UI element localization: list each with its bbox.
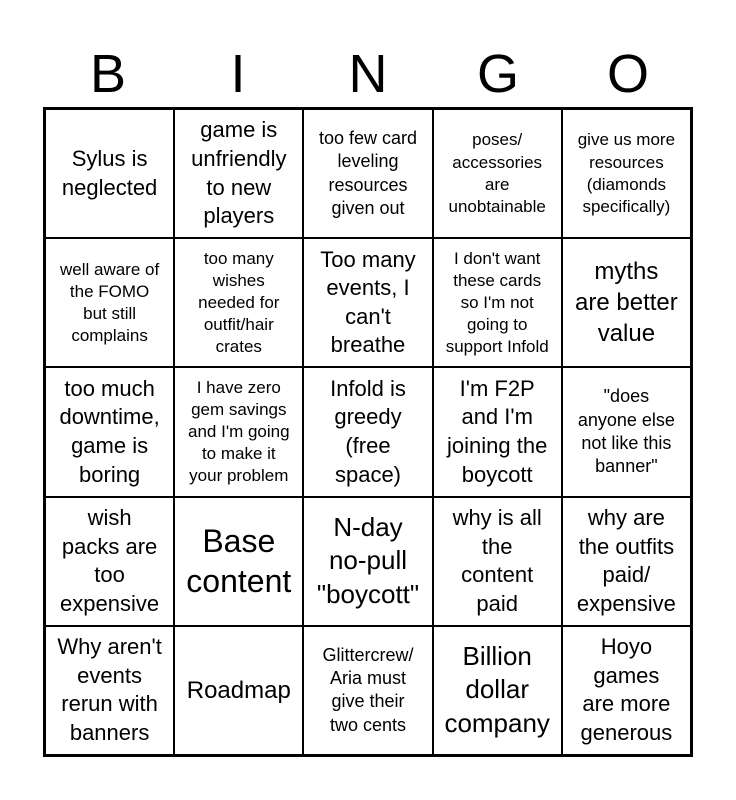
bingo-cell-r4c2[interactable]: Base content: [174, 497, 303, 626]
bingo-cell-r4c5[interactable]: why are the outfits paid/ expensive: [562, 497, 691, 626]
bingo-cell-r5c5[interactable]: Hoyo games are more generous: [562, 626, 691, 755]
bingo-cell-r3c3[interactable]: Infold is greedy (free space): [303, 367, 432, 496]
bingo-cell-r1c4[interactable]: poses/ accessories are unobtainable: [433, 109, 562, 238]
bingo-cell-r3c5[interactable]: "does anyone else not like this banner": [562, 367, 691, 496]
bingo-cell-r3c2[interactable]: I have zero gem savings and I'm going to make it your problem: [174, 367, 303, 496]
bingo-cell-r1c1[interactable]: Sylus is neglected: [45, 109, 174, 238]
bingo-cell-r5c4[interactable]: Billion dollar company: [433, 626, 562, 755]
bingo-cell-r5c1[interactable]: Why aren't events rerun with banners: [45, 626, 174, 755]
bingo-cell-r1c5[interactable]: give us more resources (diamonds specifically): [562, 109, 691, 238]
bingo-board: [43, 107, 693, 757]
bingo-cell-r5c2[interactable]: Roadmap: [174, 626, 303, 755]
bingo-cell-r5c3[interactable]: Glittercrew/ Aria must give their two cents: [303, 626, 432, 755]
bingo-cell-r4c1[interactable]: wish packs are too expensive: [45, 497, 174, 626]
bingo-cell-r3c1[interactable]: too much downtime, game is boring: [45, 367, 174, 496]
bingo-cell-r4c4[interactable]: why is all the content paid: [433, 497, 562, 626]
bingo-cell-r2c2[interactable]: too many wishes needed for outfit/hair crates: [174, 238, 303, 367]
bingo-cell-r2c1[interactable]: well aware of the FOMO but still complains: [45, 238, 174, 367]
header-letter-i: I: [230, 44, 246, 104]
bingo-cell-r3c4[interactable]: I'm F2P and I'm joining the boycott: [433, 367, 562, 496]
bingo-header: [43, 40, 693, 108]
bingo-cell-r4c3[interactable]: N-day no-pull "boycott": [303, 497, 432, 626]
header-letter-g: G: [476, 44, 519, 104]
bingo-cell-r2c4[interactable]: I don't want these cards so I'm not going to support Infold: [433, 238, 562, 367]
header-letter-n: N: [348, 44, 388, 104]
bingo-cell-r2c3[interactable]: Too many events, I can't breathe: [303, 238, 432, 367]
bingo-cell-r1c3[interactable]: too few card leveling resources given out: [303, 109, 432, 238]
header-letter-b: B: [89, 44, 127, 104]
bingo-cell-r1c2[interactable]: game is unfriendly to new players: [174, 109, 303, 238]
header-letter-o: O: [606, 44, 649, 104]
bingo-cell-r2c5[interactable]: myths are better value: [562, 238, 691, 367]
